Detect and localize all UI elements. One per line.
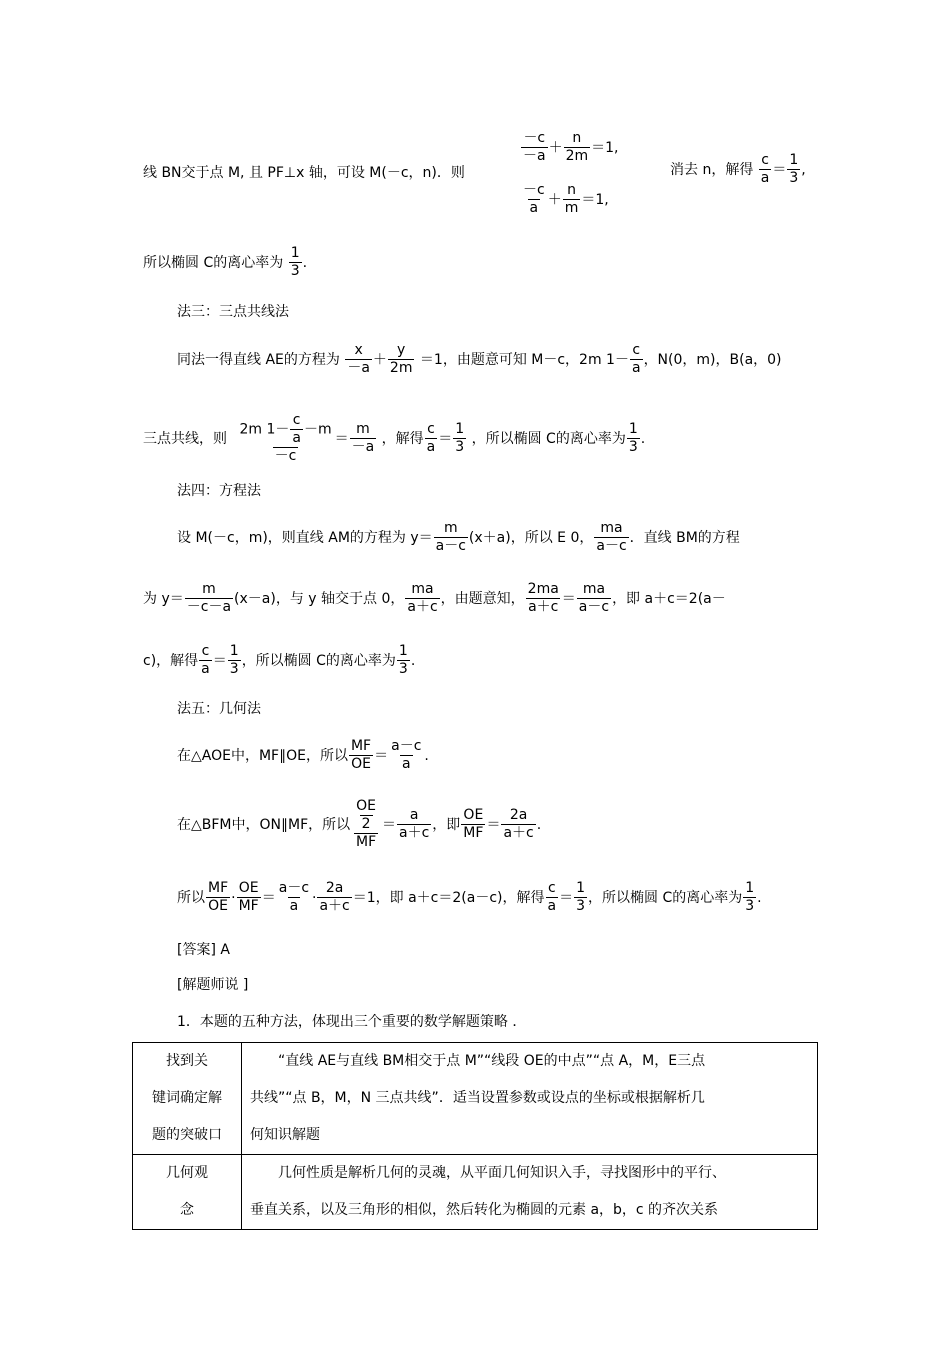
section-heading: 法五：几何法 [177, 701, 261, 717]
table-cell: “直线 AE与直线 BM相交于点 M”“线段 OE的中点”“点 A，M，E三点 共线”“点 B，M，N 三点共线”．适当设置参数或设点的坐标或根据解析几 何知识解题 [242, 1043, 818, 1155]
section-heading: 法四：方程法 [177, 483, 261, 499]
text: 线 BN交于点 M, 且 PF⊥x 轴，可设 M(－c，n)．则 [143, 165, 465, 181]
teacher-note-heading: [解题师说 ] [177, 977, 249, 993]
fraction: $\frac{n}{m}$ [564, 181, 579, 216]
text-line [143, 163, 465, 183]
text-line: 消去 n，解得 $\frac{c}{a}$ ＝ $\frac{1}{3}$ , [670, 152, 806, 186]
text-line: c)，解得 $\frac{c}{a}$ ＝ $\frac{1}{3}$ ，所以椭圆 C的离心率为 $\frac{1}{3}$ . [143, 643, 416, 677]
fraction: $\frac{-c}{-a}$ [523, 129, 546, 164]
fraction: $\frac{-c}{a}$ [523, 181, 545, 216]
paragraph: 1．本题的五种方法，体现出三个重要的数学解题策略 ． [177, 1014, 527, 1030]
text-line: 所以 $\frac{MF}{OE}$ · $\frac{OE}{MF}$ ＝ $\frac{a-c}{a}$ · $\frac{2a}{a+c}$ ＝1，即 a＋c＝2(a－c)，解得 $\frac{c}{a}$ ＝ $\frac{1}{3}$ ，所以椭圆 C的离心率为 $\frac{1}{3}$ . [177, 880, 762, 914]
text-line: 所以椭圆 C的离心率为 $\frac{1}{3}$ . [143, 245, 308, 279]
table-cell: 几何观 念 [133, 1155, 242, 1230]
equation-system: $\frac{-c}{-a}$ ＋ $\frac{n}{2m}$ ＝1, $\frac{-c}{a}$ ＋ $\frac{n}{m}$ ＝1, [523, 129, 619, 216]
table-cell: 几何性质是解析几何的灵魂，从平面几何知识入手，寻找图形中的平行、 垂直关系，以及三角形的相似，然后转化为椭圆的元素 a，b，c 的齐次关系 [242, 1155, 818, 1230]
text-line: 在△AOE中，MF∥OE，所以 $\frac{MF}{OE}$ ＝ $\frac{a-c}{a}$ . [177, 738, 429, 772]
section-heading: 法三：三点共线法 [177, 304, 289, 320]
table-row [133, 1043, 818, 1155]
strategy-table [132, 1042, 818, 1230]
text-line: 同法一得直线 AE的方程为 $\frac{x}{-a}$ ＋ $\frac{y}{2m}$ ＝1，由题意可知 M－c，2m 1－ $\frac{c}{a}$ ，N(0，m)，B(a，0) [177, 342, 782, 376]
text-line: 设 M(－c，m)，则直线 AM的方程为 y＝ $\frac{m}{a-c}$ (x＋a)，所以 E 0， $\frac{ma}{a-c}$ ．直线 BM的方程 [177, 520, 740, 554]
table-cell: 找到关 键词确定解 题的突破口 [133, 1043, 242, 1155]
text-line: 为 y＝ $\frac{m}{-c-a}$ (x－a)，与 y 轴交于点 0， $\frac{ma}{a+c}$ ，由题意知， $\frac{2ma}{a+c}$ ＝ $\frac{ma}{a-c}$ ，即 a＋c＝2(a－ [143, 581, 726, 615]
table-row [133, 1155, 818, 1230]
text-line: 在△BFM中，ON∥MF，所以 $\frac{\frac{OE}{2}}{MF}$ ＝ $\frac{a}{a+c}$ ，即 $\frac{OE}{MF}$ ＝ $\frac{2a}{a+c}$ . [177, 798, 542, 850]
text-line: 三点共线，则 2m 1－ $\frac{c}{a}$ －m －c ＝ $\frac{m}{-a}$ ，解得 $\frac{c}{a}$ ＝ $\frac{1}{3}$ ，所以椭圆 C的离心率为 $\frac{1}{3}$ . [143, 412, 646, 464]
fraction: $\frac{n}{2m}$ [565, 129, 589, 164]
answer-line: [答案] A [177, 942, 230, 958]
